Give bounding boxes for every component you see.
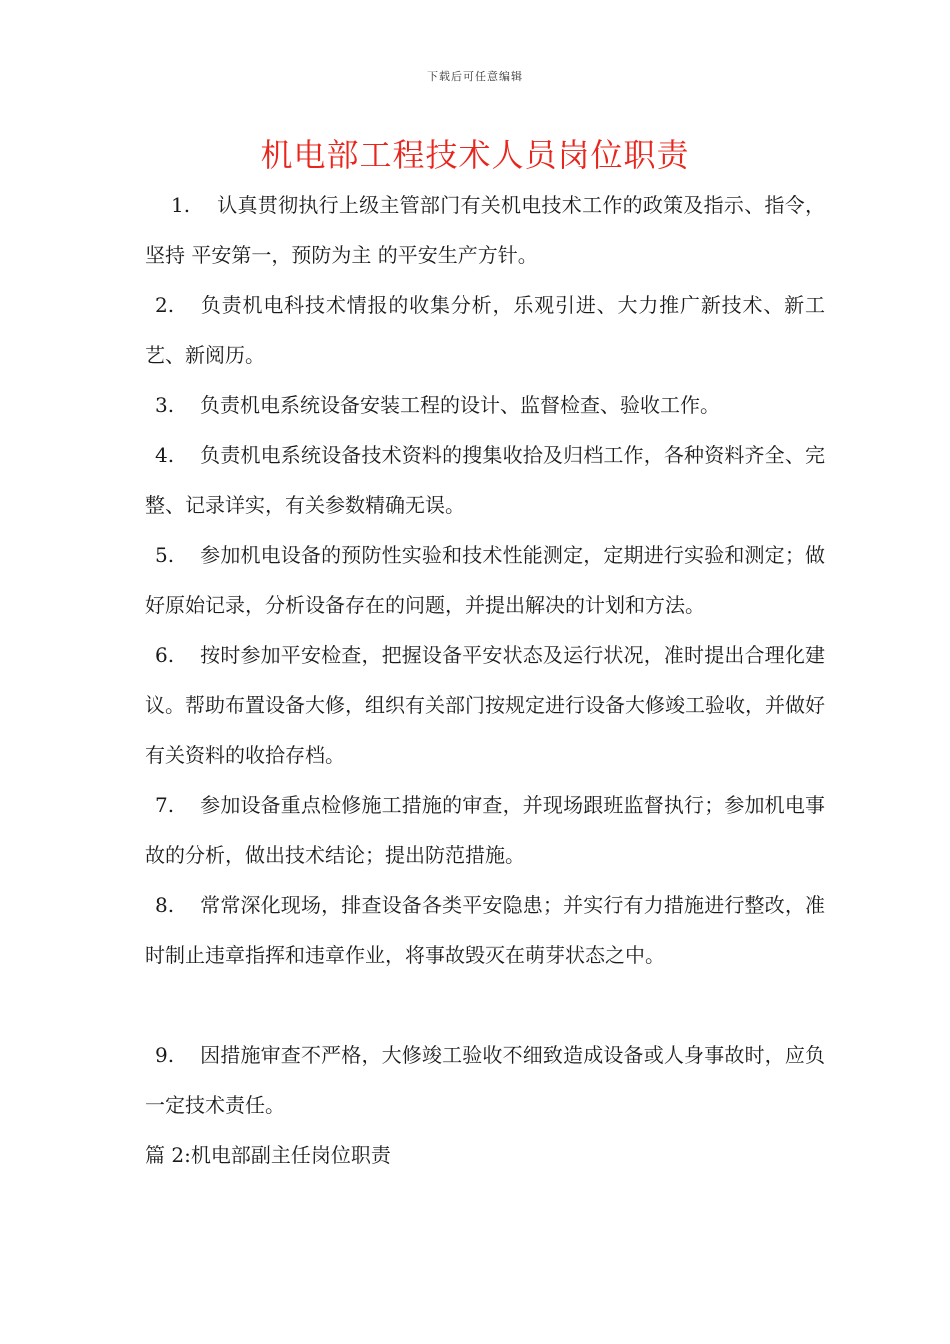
item-number: 8. (155, 893, 175, 917)
item-text: 负责机电系统设备技术资料的搜集收拾及归档工作，各种资料齐全、完整、记录详实，有关参数精确无误。 (145, 443, 825, 517)
duty-item-3 (145, 380, 825, 430)
item-number: 1. (171, 193, 191, 217)
item-text: 常常深化现场，排查设备各类平安隐患；并实行有力措施进行整改，准时制止违章指挥和违章作业，将事故毁灭在萌芽状态之中。 (145, 893, 825, 967)
item-text: 因措施审查不严格，大修竣工验收不细致造成设备或人身事故时，应负一定技术责任。 (145, 1043, 825, 1117)
item-text: 参加设备重点检修施工措施的审查，并现场跟班监督执行；参加机电事故的分析，做出技术结论；提出防范措施。 (145, 793, 825, 867)
blank-line (145, 980, 825, 1030)
duty-item-1 (145, 180, 825, 280)
item-text: 负责机电科技术情报的收集分析，乐观引进、大力推广新技术、新工艺、新阅历。 (145, 293, 825, 367)
item-text: 参加机电设备的预防性实验和技术性能测定，定期进行实验和测定；做好原始记录，分析设备存在的问题，并提出解决的计划和方法。 (145, 543, 825, 617)
duty-item-9 (145, 1030, 825, 1130)
item-number: 5. (155, 543, 175, 567)
item-number: 7. (155, 793, 175, 817)
duty-item-2 (145, 280, 825, 380)
duty-item-5 (145, 530, 825, 630)
header-note: 下载后可任意编辑 (427, 70, 523, 83)
item-number: 3. (155, 393, 175, 417)
item-text: 按时参加平安检查，把握设备平安状态及运行状况，准时提出合理化建议。帮助布置设备大修，组织有关部门按规定进行设备大修竣工验收，并做好有关资料的收拾存档。 (145, 643, 825, 767)
page-title: 机电部工程技术人员岗位职责 (260, 136, 690, 174)
document-body (145, 180, 825, 1180)
duty-item-4 (145, 430, 825, 530)
item-text: 负责机电系统设备安装工程的设计、监督检查、验收工作。 (200, 393, 720, 417)
item-number: 4. (155, 443, 175, 467)
duty-item-6 (145, 630, 825, 780)
item-number: 2. (155, 293, 175, 317)
item-number: 6. (155, 643, 175, 667)
item-text: 认真贯彻执行上级主管部门有关机电技术工作的政策及指示、指令，坚持 平安第一，预防为主 的平安生产方针。 (145, 193, 825, 267)
duty-item-7 (145, 780, 825, 880)
next-section-heading: 篇 2:机电部副主任岗位职责 (145, 1143, 391, 1167)
duty-item-8 (145, 880, 825, 980)
item-number: 9. (155, 1043, 175, 1067)
